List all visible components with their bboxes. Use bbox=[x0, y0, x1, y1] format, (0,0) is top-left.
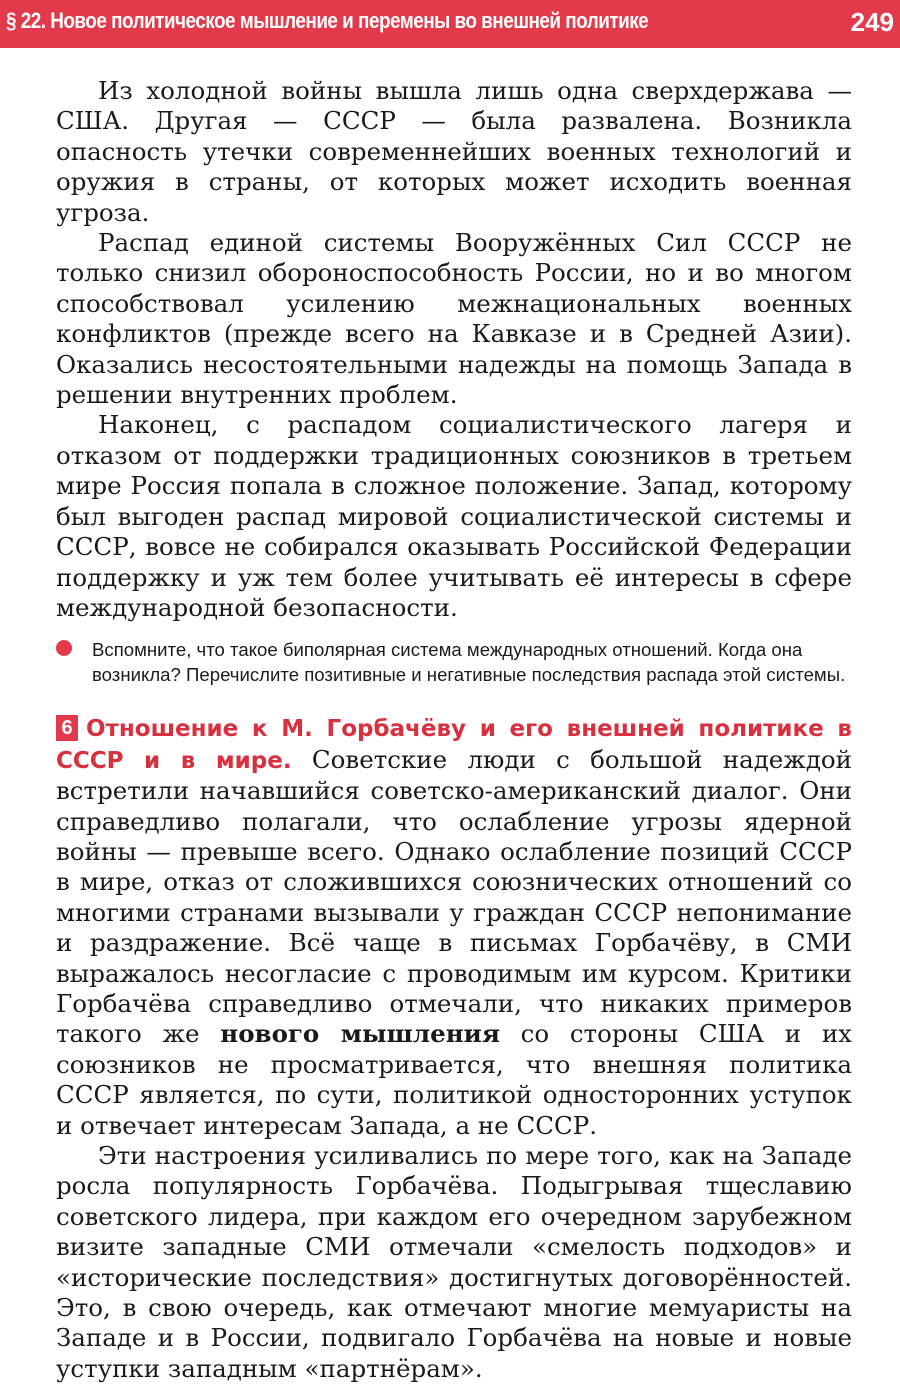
paragraph: Эти настроения усиливались по мере того, как на Западе росла популярность Горбачёва. Подыгрывая тщеславию советского лидера, при каждом его очередном зарубежном визите западные СМИ отмечали «смелость подходов» и «исторические последствия» достигнутых договорённостей. Это, в свою очередь, как отмечают многие мемуаристы на Западе и в России, подвигало Горбачёва на новые и новые уступки западным «партнёрам». bbox=[56, 1141, 852, 1383]
paragraph: Из холодной войны вышла лишь одна сверхдержава — США. Другая — СССР — была развалена. Возникла опасность утечки современнейших военных технологий и оружия в страны, от которых может исходить военная угроза. bbox=[56, 76, 852, 227]
section-text-part2: со стороны США и их союзников не просматривается, что внешняя политика СССР является, по сути, политикой односторонних уступок и отвечает интересам Запада, а не СССР. bbox=[56, 1019, 852, 1140]
review-question bbox=[56, 637, 852, 687]
section-paragraph bbox=[56, 713, 852, 1141]
red-bullet-icon bbox=[56, 640, 72, 656]
paragraph: Распад единой системы Вооружённых Сил СССР не только снизил обороноспособность России, но и во многом способствовал усилению межнациональных военных конфликтов (прежде всего на Кавказе и в Средней Азии). Оказались несостоятельными надежды на помощь Запада в решении внутренних проблем. bbox=[56, 228, 852, 410]
section-number-badge: 6 bbox=[56, 715, 78, 741]
page-number: 249 bbox=[850, 7, 894, 37]
page-body bbox=[56, 76, 852, 1384]
question-text: Вспомните, что такое биполярная система международных отношений. Когда она возникла? Перечислите позитивные и негативные последствия распада этой системы. bbox=[92, 639, 846, 686]
chapter-title: § 22. Новое политическое мышление и перемены во внешней политике bbox=[6, 8, 649, 33]
key-term: нового мышления bbox=[220, 1019, 500, 1049]
page-header bbox=[0, 0, 900, 48]
paragraph: Наконец, с распадом социалистического лагеря и отказом от поддержки традиционных союзников в третьем мире Россия попала в сложное положение. Запад, которому был выгоден распад мировой социалистической системы и СССР, вовсе не собирался оказывать Российской Федерации поддержку и уж тем более учитывать её интересы в сфере международной безопасности. bbox=[56, 410, 852, 622]
section-text-part1: Советские люди с большой надеждой встретили начавшийся советско-американский диалог. Они справедливо полагали, что ослабление угрозы ядерной войны — превыше всего. Однако ослабление позиций СССР в мире, отказ от сложившихся союзнических отношений со многими странами вызывали у граждан СССР непонимание и раздражение. Всё чаще в письмах Горбачёву, в СМИ выражалось несогласие с проводимым им курсом. Критики Горбачёва справедливо отмечали, что никаких примеров такого же bbox=[56, 744, 853, 1049]
section-heading: Отношение к М. Горбачёву и его внешней политике в СССР и в мире. bbox=[56, 716, 852, 774]
